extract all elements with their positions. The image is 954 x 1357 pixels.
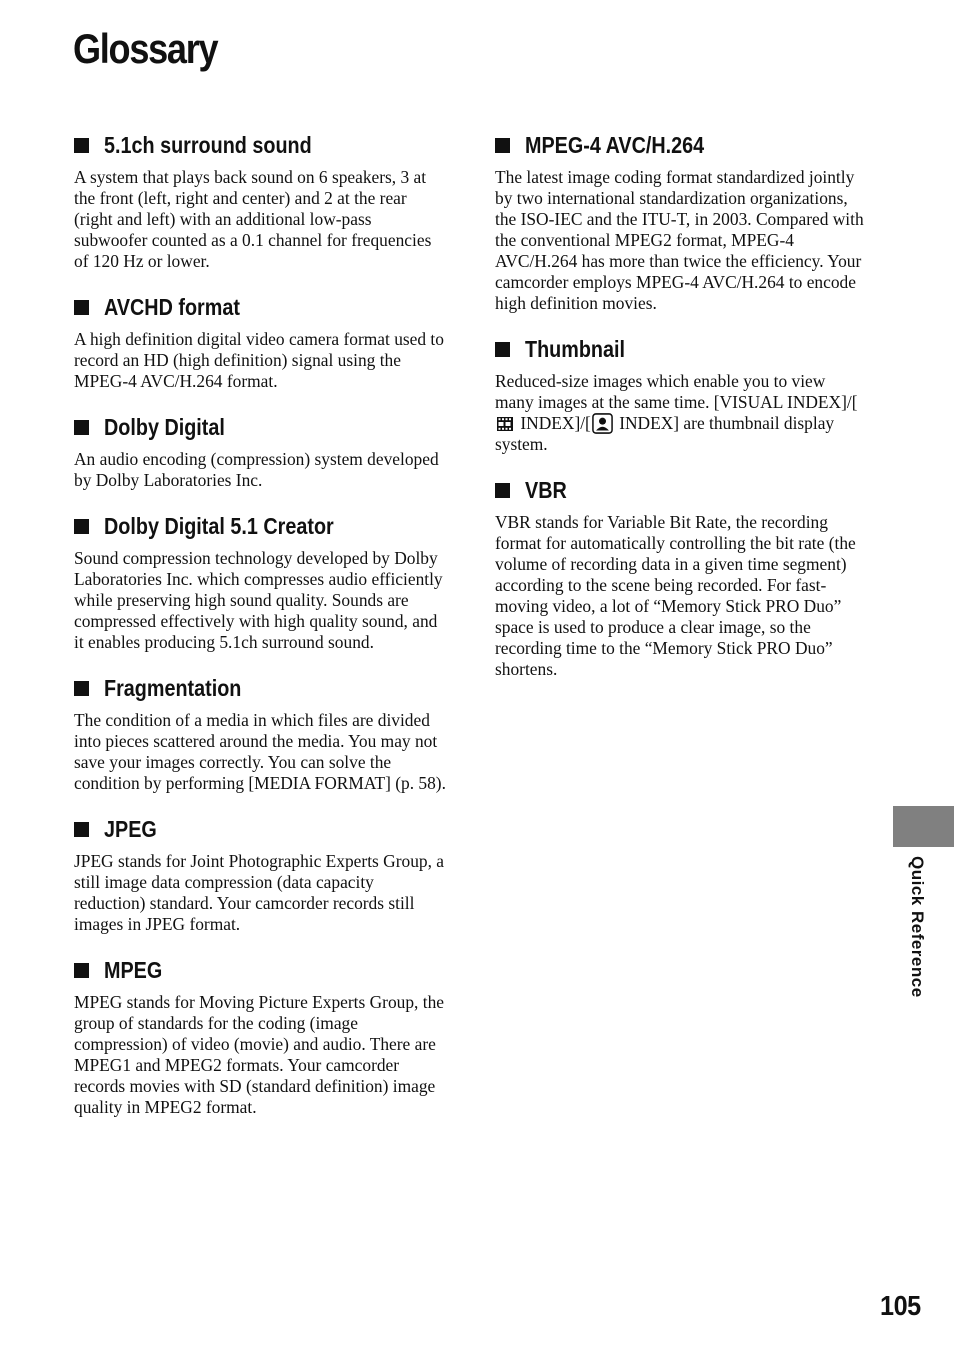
square-bullet-icon xyxy=(74,420,89,435)
entry-heading: JPEG xyxy=(74,814,446,844)
face-index-icon xyxy=(592,413,613,434)
entry-body: A system that plays back sound on 6 speakers, 3 at the front (left, right and center) and 2 at the rear (right and left) with an additional low-pass subwoofer counted as a 0.1 channel for frequencies of 120 Hz or lower. xyxy=(74,167,432,271)
section-label: Quick Reference xyxy=(908,856,927,998)
entry-heading: MPEG xyxy=(74,955,446,985)
glossary-entry xyxy=(74,673,446,794)
entry-body: The latest image coding format standardized jointly by two international standardization organizations, the ISO-IEC and the ITU-T, in 2003. Compared with the conventional MPEG2 format, MPEG-4 AVC/H.264 has more than twice the efficiency. Your camcorder employs MPEG-4 AVC/H.264 to encode high definition movies. xyxy=(495,167,864,313)
film-roll-icon xyxy=(496,415,514,433)
glossary-entry xyxy=(74,814,446,935)
entry-heading: AVCHD format xyxy=(74,292,446,322)
square-bullet-icon xyxy=(495,342,510,357)
entry-body: Reduced-size images which enable you to view many images at the same time. [VISUAL INDEX]/[ INDEX]/[ INDEX] are thumbnail display system. xyxy=(495,371,858,454)
square-bullet-icon xyxy=(495,138,510,153)
square-bullet-icon xyxy=(74,138,89,153)
glossary-entry xyxy=(74,955,446,1118)
glossary-entry xyxy=(74,130,446,272)
square-bullet-icon xyxy=(74,519,89,534)
entry-body: The condition of a media in which files are divided into pieces scattered around the media. You may not save your images correctly. You can solve the condition by performing [MEDIA FORMAT] (p. 58). xyxy=(74,710,446,793)
page-title: Glossary xyxy=(73,25,218,72)
glossary-entry xyxy=(74,412,446,491)
left-column xyxy=(74,130,446,1138)
square-bullet-icon xyxy=(74,300,89,315)
entry-body: A high definition digital video camera format used to record an HD (high definition) signal using the MPEG-4 AVC/H.264 format. xyxy=(74,329,444,391)
entry-heading: Thumbnail xyxy=(495,334,865,364)
entry-heading: Fragmentation xyxy=(74,673,446,703)
glossary-entry xyxy=(74,292,446,392)
glossary-entry xyxy=(495,475,865,680)
entry-body: Sound compression technology developed by Dolby Laboratories Inc. which compresses audio efficiently while preserving high sound quality. Sounds are compressed effectively with high quality sound, and it enables producing 5.1ch surround sound. xyxy=(74,548,443,652)
right-column xyxy=(495,130,865,700)
entry-heading: 5.1ch surround sound xyxy=(74,130,446,160)
square-bullet-icon xyxy=(74,681,89,696)
entry-body: An audio encoding (compression) system developed by Dolby Laboratories Inc. xyxy=(74,449,439,490)
entry-body: MPEG stands for Moving Picture Experts Group, the group of standards for the coding (image compression) of video (movie) and audio. There are MPEG1 and MPEG2 formats. Your camcorder records movies with SD (standard definition) image quality in MPEG2 format. xyxy=(74,992,444,1117)
entry-body: VBR stands for Variable Bit Rate, the recording format for automatically controlling the bit rate (the volume of recording data in a given time segment) according to the scene being recorded. For fast-moving video, a lot of “Memory Stick PRO Duo” space is used to produce a clear image, so the recording time to the “Memory Stick PRO Duo” shortens. xyxy=(495,512,856,679)
square-bullet-icon xyxy=(495,483,510,498)
glossary-entry xyxy=(74,511,446,653)
entry-heading: Dolby Digital xyxy=(74,412,446,442)
square-bullet-icon xyxy=(74,963,89,978)
glossary-entry xyxy=(495,334,865,455)
entry-body: JPEG stands for Joint Photographic Experts Group, a still image data compression (data capacity reduction) standard. Your camcorder records still images in JPEG format. xyxy=(74,851,444,934)
glossary-entry xyxy=(495,130,865,314)
page-number: 105 xyxy=(880,1290,921,1321)
section-tab xyxy=(893,806,954,847)
square-bullet-icon xyxy=(74,822,89,837)
entry-heading: Dolby Digital 5.1 Creator xyxy=(74,511,446,541)
entry-heading: MPEG-4 AVC/H.264 xyxy=(495,130,865,160)
entry-heading: VBR xyxy=(495,475,865,505)
